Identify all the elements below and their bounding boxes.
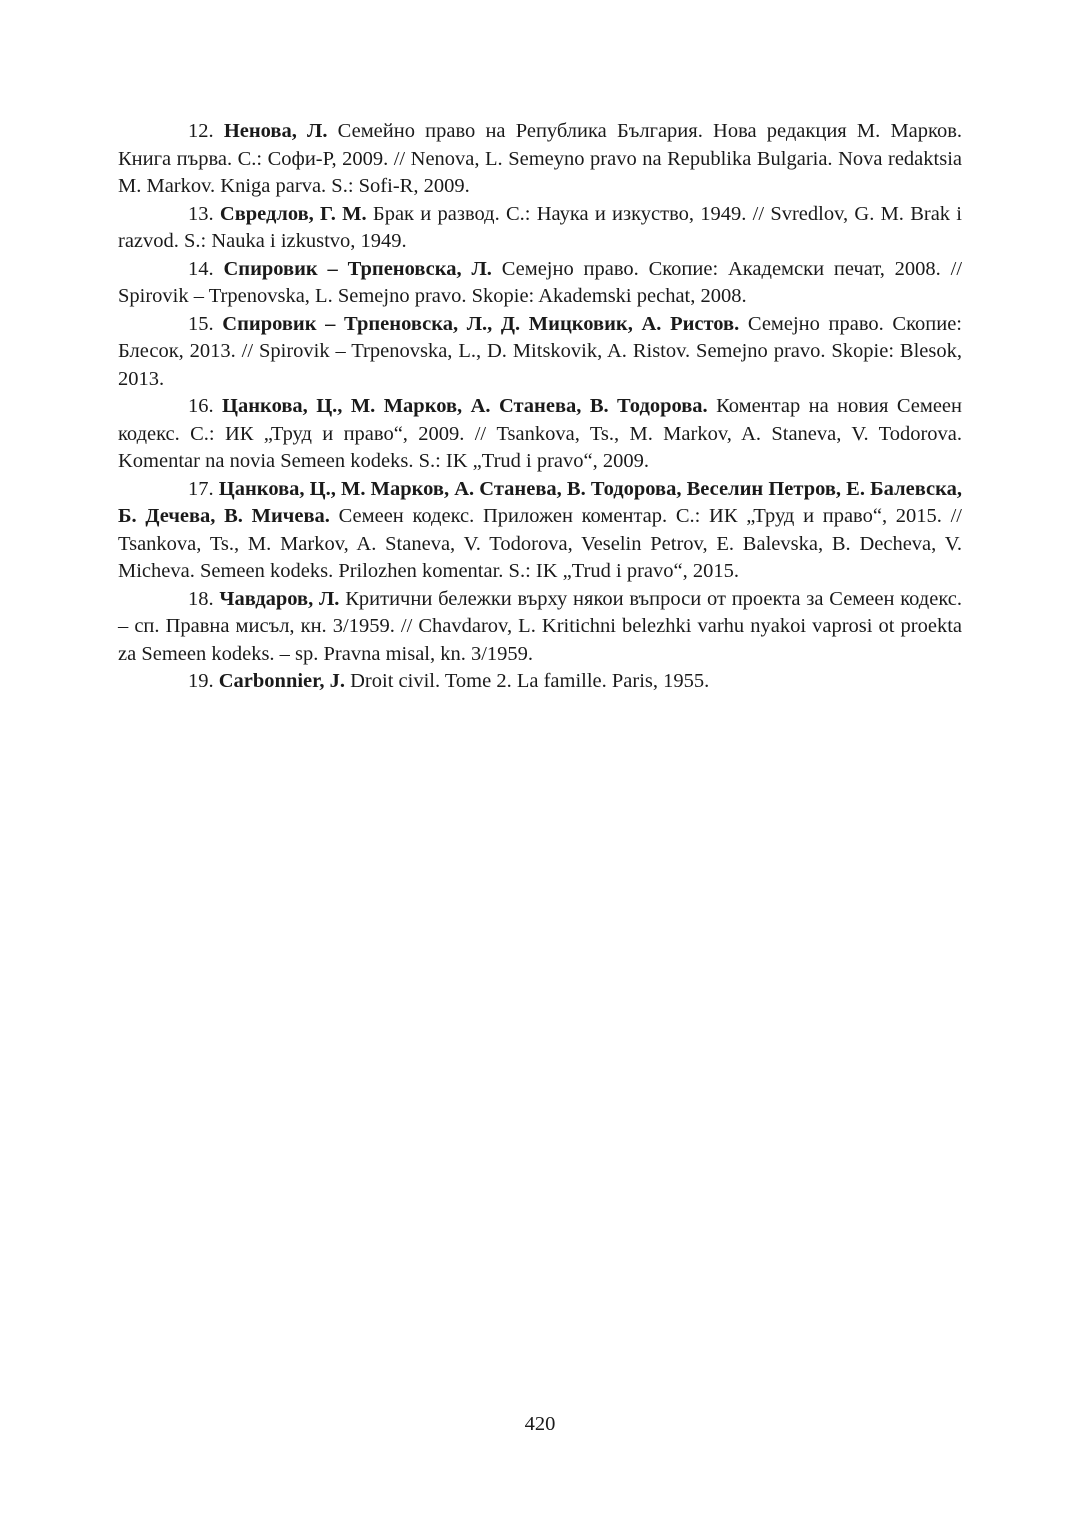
reference-text: Брак и развод. С.: Наука и изкуство, 1949. // Svredlov, G. M. Brak i razvod. S.: Nauka i izkustvo, 1949. [118, 202, 962, 252]
reference-entry [118, 668, 962, 696]
reference-authors: Цанкова, Ц., М. Марков, А. Станева, В. Тодорова. [222, 395, 708, 417]
reference-entry [118, 256, 962, 311]
reference-number: 16. [188, 395, 214, 417]
reference-authors: Ненова, Л. [223, 120, 328, 142]
reference-text: Семејно право. Скопие: Блесок, 2013. // Spirovik – Trpenovska, L., D. Mitskovik, A. Ristov. Semejno pravo. Skopie: Blesok, 2013. [118, 312, 962, 390]
reference-text: Критични бележки върху някои въпроси от проекта за Семеен кодекс. – сп. Правна мисъл, кн. 3/1959. // Chavdarov, L. Kritichni belezhki varhu nyakoi vaprosi ot proekta za Semeen kodeks. – sp. Pravna misal, kn. 3/1959. [118, 587, 963, 665]
reference-authors: Цанкова, Ц., М. Марков, А. Станева, В. Тодорова, Веселин Петров, Е. Балевска, Б. Дечева, В. Мичева. [118, 477, 963, 527]
reference-authors: Спировик – Трпеновска, Л., Д. Мицковик, А. Ристов. [222, 312, 740, 335]
reference-number: 17. [188, 477, 214, 500]
reference-number: 13. [188, 202, 214, 225]
reference-entry [118, 476, 962, 586]
reference-authors: Свредлов, Г. М. [219, 202, 367, 225]
reference-entry [118, 201, 962, 256]
reference-authors: Чавдаров, Л. [219, 587, 340, 610]
reference-list [118, 118, 962, 696]
reference-number: 12. [188, 120, 214, 142]
reference-number: 15. [188, 312, 214, 335]
reference-entry [118, 586, 962, 669]
reference-entry [118, 393, 962, 476]
reference-text: Семеен кодекс. Приложен коментар. С.: ИК „Труд и право“, 2015. // Tsankova, Ts., M. Markov, A. Staneva, V. Todorova, Veselin Petrov, E. Balevska, B. Decheva, V. Micheva. Semeen kodeks. Prilozhen komentar. S.: IK „Trud i pravo“, 2015. [118, 505, 962, 582]
reference-authors: Carbonnier, J. [218, 670, 345, 692]
reference-text: Семејно право. Скопие: Академски печат, 2008. // Spirovik – Trpenovska, L. Semejno pravo. Skopie: Akademski pechat, 2008. [118, 257, 963, 307]
reference-text: Коментар на новия Семеен кодекс. С.: ИК „Труд и право“, 2009. // Tsankova, Ts., M. Markov, A. Staneva, V. Todorova. Komentar na novia Semeen kodeks. S.: IK „Trud i pravo“, 2009. [118, 395, 962, 472]
reference-number: 14. [188, 257, 214, 280]
reference-number: 18. [188, 587, 214, 610]
reference-entry [118, 118, 962, 201]
page-number: 420 [524, 1413, 556, 1435]
reference-text: Семейно право на Република България. Нова редакция М. Марков. Книга първа. С.: Софи-Р, 2009. // Nenova, L. Semeyno pravo na Republika Bulgaria. Nova redaktsia M. Markov. Kniga parva. S.: Sofi-R, 2009. [118, 120, 963, 197]
reference-number: 19. [188, 670, 214, 692]
reference-authors: Спировик – Трпеновска, Л. [223, 257, 492, 280]
reference-entry [118, 311, 962, 394]
reference-text: Droit civil. Tome 2. La famille. Paris, 1955. [350, 670, 710, 692]
